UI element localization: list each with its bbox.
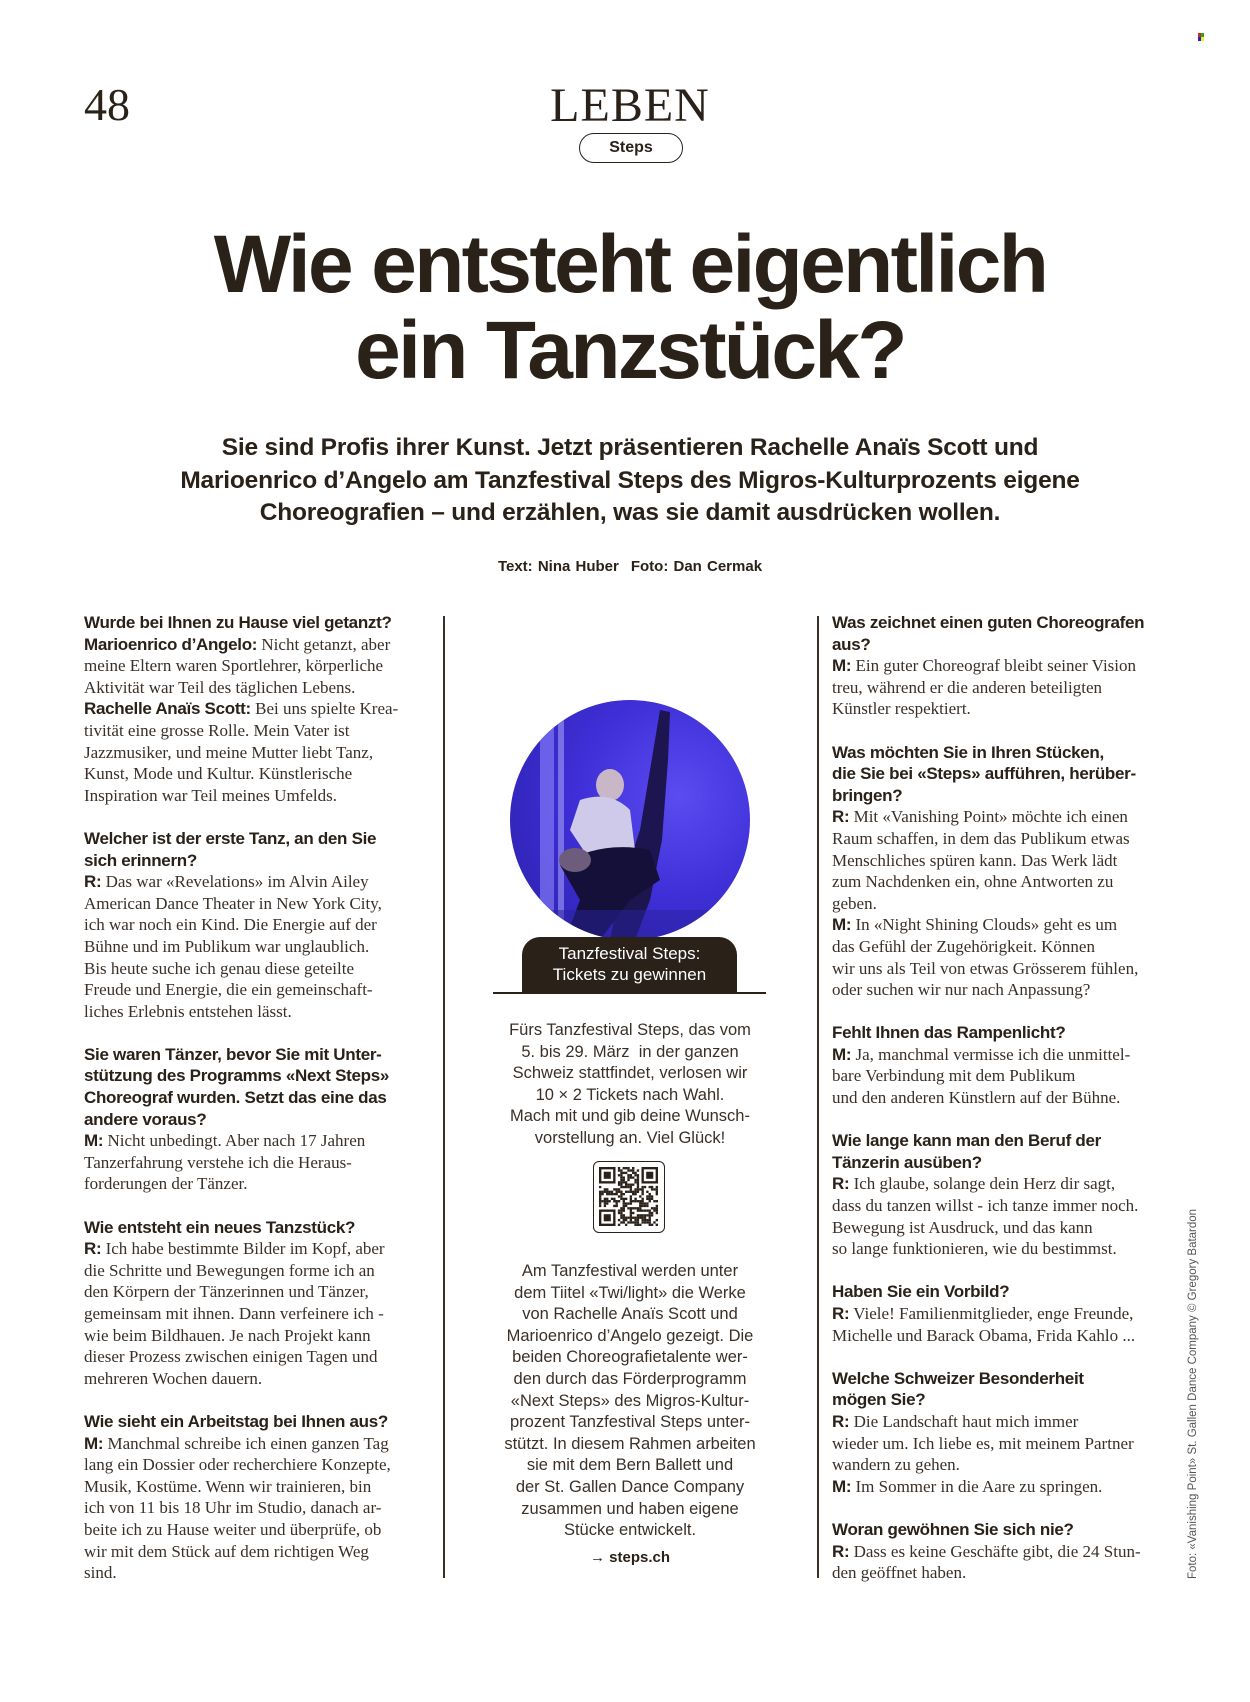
interview-answer xyxy=(832,914,1192,1000)
speaker-label: R: xyxy=(832,1541,850,1561)
column-divider xyxy=(443,616,445,1578)
page-number: 48 xyxy=(84,79,130,130)
answer-text: Dass es keine Geschäfte gibt, die 24 Stun- den geöffnet haben. xyxy=(832,1541,1141,1583)
speaker-label: M: xyxy=(832,1044,852,1064)
interview-column-left xyxy=(84,612,434,1605)
speaker-label: R: xyxy=(832,1174,850,1194)
section-tag: Steps xyxy=(579,133,683,163)
answer-text: In «Night Shining Clouds» geht es um das Gefühl der Zugehörigkeit. Können wir uns als Teil von etwas Grösserem fühlen, oder suchen wir nur nach Anpassung? xyxy=(832,915,1139,1000)
interview-qa xyxy=(84,1411,434,1584)
print-color-marks xyxy=(1198,33,1204,41)
interview-question: Wie lange kann man den Beruf der Tänzerin ausüben? xyxy=(832,1131,1101,1172)
interview-qa xyxy=(832,612,1192,720)
section-title: LEBEN xyxy=(550,79,710,132)
answer-text: Die Landschaft haut mich immer wieder um. Ich liebe es, mit meinem Partner wandern zu gehen. xyxy=(832,1411,1134,1475)
answer-text: Ich glaube, solange dein Herz dir sagt, dass du tanzen willst - ich tanze immer noch. Bewegung ist Ausdruck, und das kann so lange funktionieren, wie du bestimmst. xyxy=(832,1174,1139,1259)
answer-text: Das war «Revelations» im Alvin Ailey American Dance Theater in New York City, ich war noch ein Kind. Die Energie auf der Bühne und im Publikum war unglaublich. Bis heute suche ich genau diese geteilte Freude und Energie, die ein gemeinschaft- liches Erlebnis entstehen lässt. xyxy=(84,872,382,1021)
interview-question: Haben Sie ein Vorbild? xyxy=(832,1282,1010,1302)
headline-line: ein Tanzstück? xyxy=(355,305,905,396)
interview-answer xyxy=(84,1433,434,1584)
interview-question: Welcher ist der erste Tanz, an den Sie sich erinnern? xyxy=(84,828,377,870)
interview-answer xyxy=(832,1173,1192,1259)
speaker-label: M: xyxy=(832,915,852,935)
answer-text: Bei uns spielte Krea- tivität eine grosse Rolle. Mein Vater ist Jazzmusiker, und meine Mutter liebt Tanz, Kunst, Mode und Kultur. Künstlerische Inspiration war Teil meines Umfelds. xyxy=(84,699,399,805)
festival-info-text: Am Tanzfestival werden unter dem Tiitel «Twi/light» die Werke von Rachelle Anaïs Scott und Marioenrico d’Angelo gezeigt. Die beiden Choreografietalente wer- den durch das Förderprogramm «Next Steps» des Migros-Kultur- prozent Tanzfestival Steps unter- stützt. In diesem Rahmen arbeiten sie mit dem Bern Ballett und der St. Gallen Dance Company zusammen und haben eigene Stücke entwickelt. xyxy=(504,1262,756,1540)
interview-answer xyxy=(832,655,1192,720)
interview-column-right xyxy=(832,612,1192,1605)
column-divider xyxy=(817,616,819,1578)
banner-subtitle: Tickets zu gewinnen xyxy=(552,965,707,984)
interview-question: Wie sieht ein Arbeitstag bei Ihnen aus? xyxy=(84,1411,388,1431)
interview-answer xyxy=(84,698,434,806)
box-rule xyxy=(493,992,766,994)
interview-answer xyxy=(832,806,1192,914)
speaker-label: Rachelle Anaïs Scott: xyxy=(84,699,251,719)
interview-qa xyxy=(84,828,434,1022)
interview-answer xyxy=(832,1476,1192,1498)
interview-answer xyxy=(84,1130,434,1195)
interview-answer xyxy=(84,871,434,1022)
interview-answer xyxy=(832,1411,1192,1476)
interview-qa xyxy=(84,1217,434,1390)
speaker-label: R: xyxy=(832,807,850,827)
interview-answer xyxy=(832,1541,1192,1584)
answer-text: Ein guter Choreograf bleibt seiner Vision treu, während er die anderen beteiligten Künstler respektiert. xyxy=(832,656,1137,719)
contest-banner xyxy=(522,937,737,992)
answer-text: Im Sommer in die Aare zu springen. xyxy=(851,1476,1103,1496)
contest-text: Fürs Tanzfestival Steps, das vom 5. bis 29. März in der ganzen Schweiz stattfindet, verlosen wir 10 × 2 Tickets nach Wahl. Mach mit und gib deine Wunsch- vorstellung an. Viel Glück! xyxy=(509,1021,751,1147)
interview-qa xyxy=(832,1519,1192,1584)
headline xyxy=(0,219,1250,396)
interview-question: Was zeichnet einen guten Choreografen aus? xyxy=(832,613,1145,654)
interview-question: Wie entsteht ein neues Tanzstück? xyxy=(84,1217,356,1237)
byline-photo: Foto: Dan Cermak xyxy=(630,558,763,575)
interview-answer xyxy=(84,634,434,699)
intro-line: Choreografien – und erzählen, was sie damit ausdrücken wollen. xyxy=(259,499,1001,526)
speaker-label: R: xyxy=(84,872,102,892)
interview-question: Welche Schweizer Besonderheit mögen Sie? xyxy=(832,1368,1084,1410)
interview-qa xyxy=(832,742,1192,1001)
speaker-label: R: xyxy=(832,1304,850,1323)
answer-text: Ja, manchmal vermisse ich die unmittel- bare Verbindung mit dem Publikum und den anderen Künstlern auf der Bühne. xyxy=(832,1044,1131,1108)
speaker-label: R: xyxy=(84,1239,102,1259)
answer-text: Nicht getanzt, aber meine Eltern waren Sportlehrer, körperliche Aktivität war Teil des täglichen Lebens. xyxy=(84,634,391,697)
speaker-label: M: xyxy=(84,1131,104,1151)
dance-photo xyxy=(510,700,750,940)
answer-text: Nicht unbedingt. Aber nach 17 Jahren Tanzerfahrung verstehe ich die Heraus- forderungen der Tänzer. xyxy=(84,1131,366,1194)
interview-question: Wurde bei Ihnen zu Hause viel getanzt? xyxy=(84,613,392,632)
interview-question: Was möchten Sie in Ihren Stücken, die Sie bei «Steps» aufführen, herüber- bringen? xyxy=(832,742,1136,805)
speaker-label: R: xyxy=(832,1411,850,1431)
interview-qa xyxy=(832,1022,1192,1108)
intro-line: Marioenrico d’Angelo am Tanzfestival Steps des Migros-Kulturprozents eigene xyxy=(180,466,1080,494)
answer-text: Manchmal schreibe ich einen ganzen Tag lang ein Dossier oder recherchiere Konzepte, Musik, Kostüme. Wenn wir trainieren, bin ich von 11 bis 18 Uhr im Studio, danach ar- beite ich zu Hause weiter und überprüfe, ob wir mit dem Stück auf dem richtigen Weg sind. xyxy=(84,1433,391,1583)
intro-line: Sie sind Profis ihrer Kunst. Jetzt präsentieren Rachelle Anaïs Scott und xyxy=(221,434,1039,461)
interview-answer xyxy=(84,1238,434,1389)
speaker-label: M: xyxy=(832,656,852,676)
intro-lead xyxy=(0,432,1250,530)
byline xyxy=(0,558,1250,575)
interview-answer xyxy=(832,1044,1192,1109)
headline-line: Wie entsteht eigentlich xyxy=(213,219,1047,310)
interview-answer xyxy=(832,1303,1192,1346)
banner-title: Tanzfestival Steps: xyxy=(558,944,701,963)
interview-qa xyxy=(84,1044,434,1195)
interview-question: Woran gewöhnen Sie sich nie? xyxy=(832,1519,1074,1539)
speaker-label: M: xyxy=(832,1476,852,1496)
qr-code[interactable] xyxy=(593,1161,665,1233)
interview-qa xyxy=(832,1130,1192,1260)
interview-qa xyxy=(832,1281,1192,1346)
photo-credit: Foto: «Vanishing Point» St. Gallen Dance Company © Gregory Batardon xyxy=(1187,1208,1199,1579)
answer-text: Mit «Vanishing Point» möchte ich einen Raum schaffen, in dem das Publikum etwas Menschliches spüren kann. Das Werk lädt zum Nachdenken ein, ohne Antworten zu geben. xyxy=(832,807,1130,913)
interview-qa xyxy=(832,1368,1192,1498)
interview-question: Fehlt Ihnen das Rampenlicht? xyxy=(832,1023,1066,1043)
byline-text: Text: Nina Huber xyxy=(497,558,619,575)
steps-link[interactable]: → steps.ch xyxy=(589,1549,671,1566)
interview-question: Sie waren Tänzer, bevor Sie mit Unter- stützung des Programms «Next Steps» Choreograf wurden. Setzt das eine das andere voraus? xyxy=(84,1044,390,1129)
interview-qa xyxy=(84,612,434,806)
speaker-label: M: xyxy=(84,1433,104,1453)
answer-text: Viele! Familienmitglieder, enge Freunde, Michelle und Barack Obama, Frida Kahlo ... xyxy=(832,1304,1136,1345)
speaker-label: Marioenrico d’Angelo: xyxy=(84,634,258,654)
answer-text: Ich habe bestimmte Bilder im Kopf, aber die Schritte und Bewegungen forme ich an den Körpern der Tänzerinnen und Tänzer, gemeinsam mit ihnen. Dann verfeinere ich - wie beim Bildhauen. Je nach Projekt kann dieser Prozess zwischen einigen Tagen und mehreren Wochen dauern. xyxy=(84,1239,385,1388)
